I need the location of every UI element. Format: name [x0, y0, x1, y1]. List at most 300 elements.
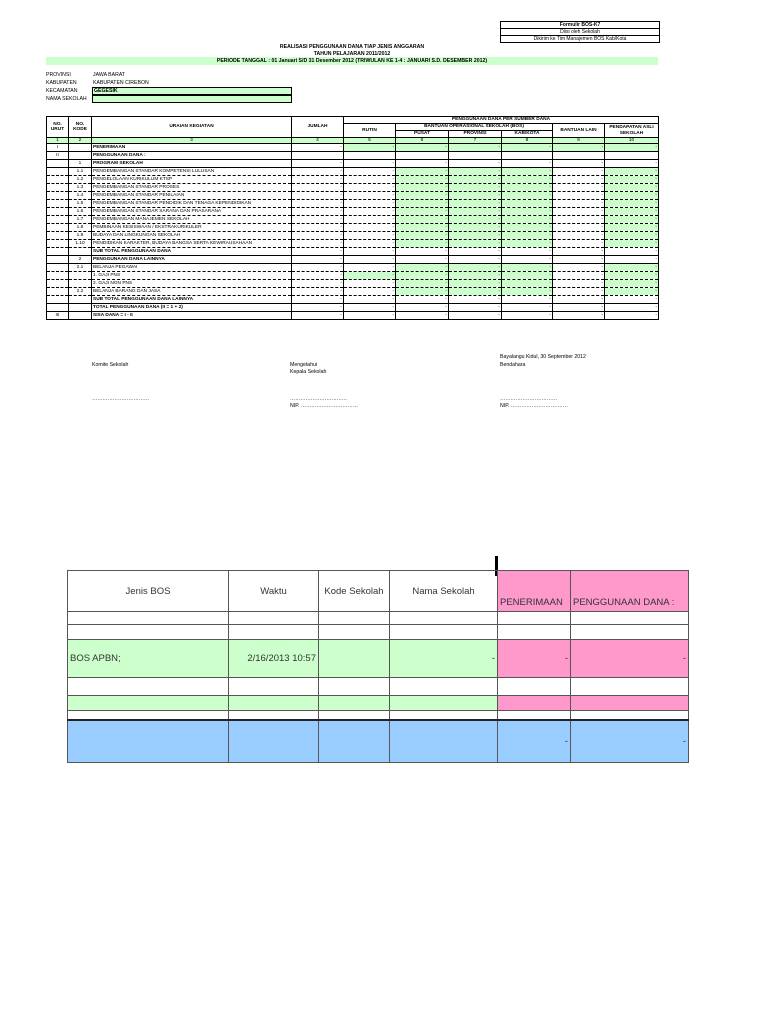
lower-cell [571, 625, 689, 640]
lower-cell [229, 612, 319, 625]
row-no-kode: 1.1 [69, 168, 92, 176]
row-uraian: SUB TOTAL PENGGUNAAN DANA LAINNYA [92, 296, 292, 304]
row-amount: - [502, 288, 553, 296]
lower-header-nama: Nama Sekolah [390, 571, 498, 612]
row-amount: - [605, 296, 659, 304]
row-amount: - [449, 240, 502, 248]
row-no-urut: I [47, 144, 69, 152]
row-amount: - [449, 144, 502, 152]
row-no-urut [47, 200, 69, 208]
row-amount: - [449, 192, 502, 200]
row-amount: - [605, 304, 659, 312]
row-amount: - [344, 216, 396, 224]
row-uraian: BELANJA BARANG DAN JASA [92, 288, 292, 296]
row-uraian: PENGELOLAAN KURIKULUM KTSP [92, 176, 292, 184]
lower-cell [319, 696, 390, 711]
row-amount: - [605, 240, 659, 248]
row-amount: - [396, 280, 449, 288]
lower-header-kode: Kode Sekolah [319, 571, 390, 612]
place-date: Bayalangu Kidul, 30 September 2012 [500, 354, 586, 360]
row-no-urut [47, 160, 69, 168]
lower-total-penggunaan: - [571, 720, 689, 763]
kepala-nip: NIP. …………………………… [290, 403, 358, 409]
row-amount: - [292, 144, 344, 152]
row-uraian: 1. GAJI PNS [92, 272, 292, 280]
form-note-sent: Dikirim ke Tim Manajemen BOS Kab/Kota [533, 36, 627, 42]
row-amount: - [605, 272, 659, 280]
lower-cell [498, 612, 571, 625]
row-amount: - [605, 264, 659, 272]
row-amount: - [396, 144, 449, 152]
row-amount: - [344, 184, 396, 192]
index-cell: 3 [92, 138, 292, 144]
row-no-kode [69, 248, 92, 256]
index-cell: 1 [47, 138, 69, 144]
row-amount: - [605, 208, 659, 216]
row-amount: - [292, 208, 344, 216]
row-amount: - [396, 208, 449, 216]
lower-cell [68, 678, 229, 696]
kabupaten-value: KABUPATEN CIREBON [93, 80, 149, 86]
row-uraian: BELANJA PEGAWAI [92, 264, 292, 272]
lower-total-cell [319, 720, 390, 763]
table-row [47, 176, 659, 184]
row-amount: - [502, 264, 553, 272]
row-no-kode: 1 [69, 160, 92, 168]
row-amount: - [396, 312, 449, 320]
lower-cell [498, 625, 571, 640]
row-amount: - [344, 224, 396, 232]
row-amount: - [553, 232, 605, 240]
lower-cell [68, 612, 229, 625]
row-amount: - [344, 240, 396, 248]
row-amount: - [292, 184, 344, 192]
row-amount: - [605, 144, 659, 152]
sekolah-field[interactable] [92, 95, 292, 103]
table-row [47, 288, 659, 296]
row-amount: - [396, 160, 449, 168]
lower-total-penerimaan: - [498, 720, 571, 763]
lower-cell [390, 696, 498, 711]
row-no-urut [47, 240, 69, 248]
report-period: PERIODE TANGGAL : 01 Januari S/D 31 Desember 2012 (TRIWULAN KE 1-4 : JANUARI S.D. DESEMBER 2012) [46, 57, 658, 65]
row-no-kode [69, 144, 92, 152]
lower-nama-sekolah: - [390, 640, 498, 678]
lower-total-cell [390, 720, 498, 763]
row-amount: - [502, 304, 553, 312]
row-no-urut [47, 168, 69, 176]
row-amount: - [502, 168, 553, 176]
row-amount: - [502, 280, 553, 288]
sekolah-label: NAMA SEKOLAH [46, 96, 87, 102]
row-amount: - [449, 288, 502, 296]
kecamatan-field[interactable]: GEGESIK [92, 87, 292, 95]
form-info-box [500, 21, 660, 43]
row-amount: - [449, 184, 502, 192]
lower-cell [229, 711, 319, 720]
lower-cell [498, 696, 571, 711]
row-amount: - [502, 176, 553, 184]
index-cell: 8 [502, 138, 553, 144]
row-uraian: PENGEMBANGAN MANAJEMEN SEKOLAH [92, 216, 292, 224]
row-amount: - [502, 240, 553, 248]
header-pad: PENDAPATAN ASLI SEKOLAH [605, 124, 659, 138]
row-amount: - [292, 296, 344, 304]
row-amount: - [344, 296, 396, 304]
row-uraian: PENGEMBANGAN STANDAR KOMPETENSI LULUSAN [92, 168, 292, 176]
row-no-urut [47, 296, 69, 304]
provinsi-value: JAWA BARAT [93, 72, 126, 78]
row-no-urut [47, 256, 69, 264]
row-amount: - [553, 208, 605, 216]
lower-penggunaan: - [571, 640, 689, 678]
row-no-urut [47, 224, 69, 232]
lower-cell [498, 711, 571, 720]
row-no-urut [47, 280, 69, 288]
table-row [47, 152, 659, 160]
row-amount: - [553, 176, 605, 184]
lower-header-penerimaan: PENERIMAAN [498, 571, 571, 612]
form-note-filled: Diisi oleh Sekolah [501, 29, 659, 36]
row-amount: - [396, 248, 449, 256]
row-amount: - [553, 296, 605, 304]
row-amount: - [449, 168, 502, 176]
row-amount: - [502, 272, 553, 280]
row-amount: - [344, 200, 396, 208]
row-amount: - [396, 240, 449, 248]
row-amount: - [449, 296, 502, 304]
table-row [47, 184, 659, 192]
header-pusat: PUSAT [396, 131, 449, 138]
row-amount: - [396, 272, 449, 280]
row-amount: - [344, 176, 396, 184]
row-amount: - [502, 144, 553, 152]
lower-cell [229, 696, 319, 711]
row-amount: - [344, 208, 396, 216]
lower-cell [390, 625, 498, 640]
form-code: Formulir BOS-K7 [501, 22, 659, 29]
row-amount [292, 152, 344, 160]
row-amount: - [396, 216, 449, 224]
row-amount: - [553, 272, 605, 280]
row-amount: - [605, 280, 659, 288]
row-amount: - [292, 200, 344, 208]
summary-table [67, 570, 689, 763]
row-amount: - [605, 224, 659, 232]
row-no-urut [47, 272, 69, 280]
row-amount: - [292, 176, 344, 184]
row-amount: - [449, 176, 502, 184]
row-amount: - [396, 232, 449, 240]
row-amount: - [292, 312, 344, 320]
table-row [47, 232, 659, 240]
row-no-urut [47, 184, 69, 192]
lower-cell [68, 625, 229, 640]
row-amount: - [396, 256, 449, 264]
lower-cell [571, 711, 689, 720]
row-amount: - [449, 200, 502, 208]
row-amount: - [553, 168, 605, 176]
row-amount: - [449, 256, 502, 264]
komite-label: Komite Sekolah [92, 362, 129, 368]
lower-cell [319, 678, 390, 696]
row-amount: - [449, 248, 502, 256]
row-amount: - [292, 240, 344, 248]
row-amount: - [553, 304, 605, 312]
table-row [47, 264, 659, 272]
row-amount: - [605, 288, 659, 296]
table-row [47, 144, 659, 152]
row-uraian: TOTAL PENGGUNAAN DANA (II = 1 + 2) [92, 304, 292, 312]
row-amount: - [396, 200, 449, 208]
index-cell: 9 [553, 138, 605, 144]
provinsi-label: PROVINSI [46, 72, 71, 78]
lower-cell [229, 678, 319, 696]
row-no-urut [47, 304, 69, 312]
table-row [47, 200, 659, 208]
lower-cell [319, 612, 390, 625]
row-no-urut [47, 192, 69, 200]
row-amount: - [553, 144, 605, 152]
lower-kode-sekolah [319, 640, 390, 678]
row-amount [449, 152, 502, 160]
row-amount: - [502, 208, 553, 216]
bendahara-sign-line: …………………………… [500, 396, 558, 402]
summary-sheet [67, 556, 688, 769]
row-amount: - [605, 256, 659, 264]
header-kabkota: KAB/KOTA [502, 131, 553, 138]
lower-header-penggunaan: PENGGUNAAN DANA : [571, 571, 689, 612]
row-amount: - [292, 232, 344, 240]
row-amount: - [605, 168, 659, 176]
row-no-urut: III [47, 312, 69, 320]
row-amount: - [553, 216, 605, 224]
row-amount: - [449, 312, 502, 320]
row-no-urut [47, 176, 69, 184]
row-amount: - [605, 176, 659, 184]
row-amount: - [605, 192, 659, 200]
row-no-kode: 1.6 [69, 208, 92, 216]
report-title: REALISASI PENGGUNAAN DANA TIAP JENIS ANGGARAN [279, 44, 425, 50]
row-amount [502, 152, 553, 160]
row-amount: - [449, 216, 502, 224]
row-no-kode: 1.10 [69, 240, 92, 248]
row-amount: - [396, 176, 449, 184]
row-uraian: PENDIDIKAN KARAKTER, BUDAYA BANGSA SERTA KEWIRAUSAHAAN [92, 240, 292, 248]
row-no-urut [47, 264, 69, 272]
row-amount: - [553, 240, 605, 248]
row-no-urut: II [47, 152, 69, 160]
table-row [47, 304, 659, 312]
row-amount [605, 152, 659, 160]
row-amount: - [449, 304, 502, 312]
row-amount: - [344, 304, 396, 312]
row-amount: - [553, 312, 605, 320]
row-amount: - [449, 208, 502, 216]
lower-penerimaan: - [498, 640, 571, 678]
row-no-kode: 1.4 [69, 192, 92, 200]
row-amount: - [292, 192, 344, 200]
table-row [47, 208, 659, 216]
index-cell: 6 [396, 138, 449, 144]
index-cell: 7 [449, 138, 502, 144]
index-cell: 4 [292, 138, 344, 144]
row-no-kode [69, 296, 92, 304]
lower-cell [571, 696, 689, 711]
row-amount: - [292, 160, 344, 168]
row-no-urut [47, 288, 69, 296]
row-amount: - [292, 280, 344, 288]
row-amount: - [502, 192, 553, 200]
kecamatan-label: KECAMATAN [46, 88, 78, 94]
row-amount [396, 152, 449, 160]
row-amount: - [344, 280, 396, 288]
row-amount: - [396, 184, 449, 192]
header-jumlah: JUMLAH [292, 117, 344, 138]
table-row [47, 240, 659, 248]
table-row [47, 168, 659, 176]
row-amount: - [344, 248, 396, 256]
lower-cell [571, 612, 689, 625]
row-amount: - [605, 160, 659, 168]
header-no-urut: NO. URUT [47, 117, 69, 138]
row-amount: - [605, 312, 659, 320]
row-uraian: BUDAYA DAN LINGKUNGAN SEKOLAH [92, 232, 292, 240]
row-no-kode [69, 304, 92, 312]
row-amount: - [292, 272, 344, 280]
row-uraian: PEMBINAAN KESISWAAN / EKSTRAKURIKULER [92, 224, 292, 232]
table-row [47, 192, 659, 200]
lower-cell [498, 678, 571, 696]
row-amount: - [292, 216, 344, 224]
lower-cell [68, 711, 229, 720]
row-no-urut [47, 232, 69, 240]
row-amount: - [553, 184, 605, 192]
table-row [47, 312, 659, 320]
row-no-kode: 1.7 [69, 216, 92, 224]
row-amount: - [396, 296, 449, 304]
row-amount: - [344, 144, 396, 152]
lower-cell [319, 711, 390, 720]
lower-jenis-bos: BOS APBN; [68, 640, 229, 678]
kepala-sign-line: …………………………… [290, 396, 348, 402]
header-no-kode: NO. KODE [69, 117, 92, 138]
row-amount: - [292, 168, 344, 176]
row-amount: - [344, 264, 396, 272]
row-no-urut [47, 216, 69, 224]
header-sumber-dana: PENGGUNAAN DANA PER SUMBER DANA [344, 117, 659, 124]
row-uraian: SISA DANA = I - II [92, 312, 292, 320]
row-no-kode [69, 152, 92, 160]
row-no-kode: 1.9 [69, 232, 92, 240]
header-uraian: URAIAN KEGIATAN [92, 117, 292, 138]
table-row [47, 160, 659, 168]
row-amount: - [396, 192, 449, 200]
row-no-kode: 1.2 [69, 176, 92, 184]
lower-header-waktu: Waktu [229, 571, 319, 612]
lower-cell [390, 612, 498, 625]
row-no-kode: 1.5 [69, 200, 92, 208]
row-uraian: PENGEMBANGAN STANDAR SARANA DAN PRASARANA [92, 208, 292, 216]
row-amount: - [449, 232, 502, 240]
row-amount: - [553, 224, 605, 232]
header-bantuan-lain: BANTUAN LAIN [553, 124, 605, 138]
row-amount: - [292, 224, 344, 232]
row-amount: - [502, 312, 553, 320]
row-uraian: 2. GAJI NON PNS [92, 280, 292, 288]
index-cell: 10 [605, 138, 659, 144]
row-amount: - [553, 256, 605, 264]
row-amount: - [396, 264, 449, 272]
table-row [47, 280, 659, 288]
row-amount: - [605, 216, 659, 224]
table-row [47, 272, 659, 280]
lower-cell [390, 678, 498, 696]
row-amount: - [292, 248, 344, 256]
row-amount: - [502, 296, 553, 304]
row-amount: - [605, 248, 659, 256]
row-amount: - [502, 200, 553, 208]
row-amount: - [449, 160, 502, 168]
row-amount: - [292, 264, 344, 272]
lower-cell [319, 625, 390, 640]
header-provinsi: PROVINSI [449, 131, 502, 138]
row-amount: - [553, 288, 605, 296]
row-amount: - [344, 288, 396, 296]
header-bos: BANTUAN OPERASIONAL SEKOLAH (BOS) [396, 124, 553, 131]
report-year: TAHUN PELAJARAN 2011/2012 [313, 51, 391, 57]
lower-header-jenis: Jenis BOS [68, 571, 229, 612]
row-amount: - [553, 200, 605, 208]
row-amount: - [292, 288, 344, 296]
row-amount: - [502, 224, 553, 232]
row-amount: - [502, 256, 553, 264]
row-amount: - [344, 168, 396, 176]
table-row [47, 216, 659, 224]
row-amount: - [449, 224, 502, 232]
lower-total-cell [68, 720, 229, 763]
lower-cell [390, 711, 498, 720]
row-amount: - [502, 160, 553, 168]
row-amount [553, 152, 605, 160]
row-amount: - [344, 232, 396, 240]
row-amount: - [292, 256, 344, 264]
komite-sign-line: …………………………… [92, 396, 150, 402]
row-amount: - [396, 288, 449, 296]
row-no-urut [47, 248, 69, 256]
table-row [47, 248, 659, 256]
row-no-urut [47, 208, 69, 216]
header-rutin: RUTIN [344, 124, 396, 138]
row-amount: - [344, 256, 396, 264]
row-amount: - [449, 272, 502, 280]
row-uraian: PENERIMAAN [92, 144, 292, 152]
row-amount: - [449, 264, 502, 272]
row-amount: - [605, 184, 659, 192]
row-amount: - [344, 192, 396, 200]
row-uraian: PENGGUNAAN DANA LAINNYA [92, 256, 292, 264]
row-amount: - [553, 264, 605, 272]
row-amount: - [553, 248, 605, 256]
row-no-kode [69, 272, 92, 280]
row-amount: - [605, 200, 659, 208]
lower-waktu: 2/16/2013 10:57 [229, 640, 319, 678]
row-amount: - [344, 160, 396, 168]
lower-total-cell [229, 720, 319, 763]
table-row [47, 296, 659, 304]
lower-cell [68, 696, 229, 711]
row-uraian: PROGRAM SEKOLAH [92, 160, 292, 168]
